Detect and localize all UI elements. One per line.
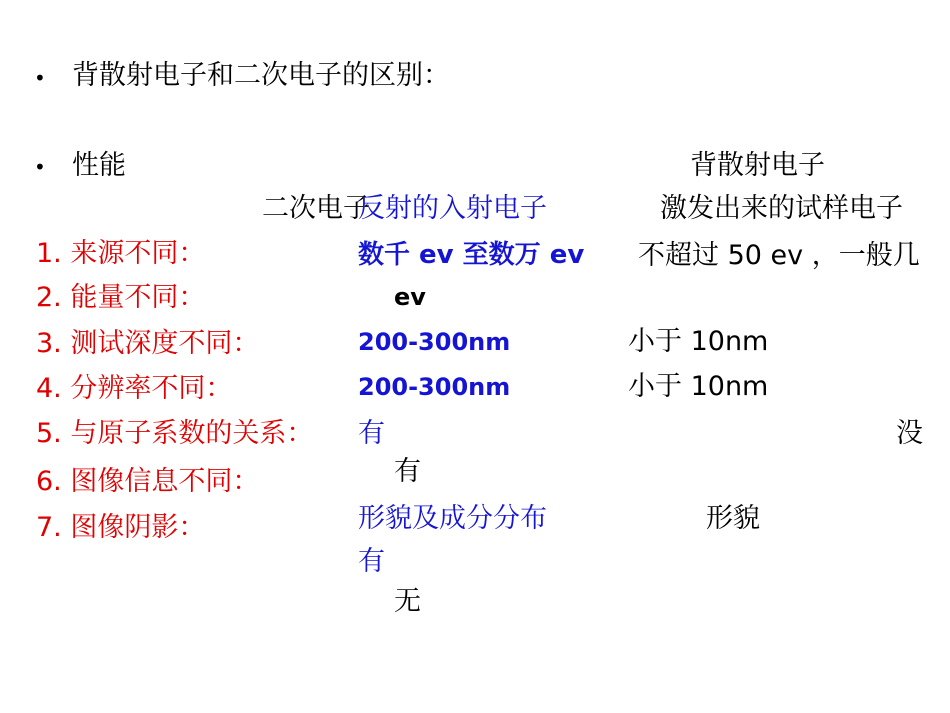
secondary-shadow: 无: [394, 586, 421, 617]
property-label: 性能: [72, 150, 126, 181]
backscatter-atomic: 有: [358, 418, 385, 449]
row-label-source: 1. 来源不同：: [36, 238, 206, 269]
backscatter-depth: 200-300nm: [358, 328, 511, 356]
page-heading: 背散射电子和二次电子的区别：: [72, 60, 450, 91]
column-header-backscatter: 背散射电子: [690, 150, 825, 181]
row-label-atomic: 5. 与原子系数的关系：: [36, 418, 314, 449]
bullet-2: •: [34, 155, 46, 179]
secondary-energy: 不超过 50 ev ，一般几: [638, 240, 920, 271]
backscatter-resolution: 200-300nm: [358, 373, 511, 401]
row-label-depth: 3. 测试深度不同：: [36, 328, 260, 359]
row-label-energy: 2. 能量不同：: [36, 282, 206, 313]
backscatter-shadow: 有: [358, 546, 385, 577]
column-header-secondary: 二次电子: [262, 193, 370, 224]
secondary-depth: 小于 10nm: [628, 326, 769, 357]
secondary-source: 激发出来的试样电子: [660, 193, 903, 224]
row-label-shadow: 7. 图像阴影：: [36, 512, 206, 543]
secondary-atomic-2: 有: [394, 456, 421, 487]
row-label-info: 6. 图像信息不同：: [36, 466, 260, 497]
backscatter-info: 形貌及成分分布: [358, 503, 547, 534]
backscatter-source: 反射的入射电子: [358, 193, 547, 224]
row-label-resolution: 4. 分辨率不同：: [36, 373, 233, 404]
backscatter-energy: 数千 ev 至数万 ev: [358, 240, 585, 270]
secondary-resolution: 小于 10nm: [628, 371, 769, 402]
secondary-info: 形貌: [706, 503, 760, 534]
bullet-1: •: [34, 66, 46, 90]
secondary-energy-unit: ev: [394, 283, 426, 311]
secondary-atomic-1: 没: [896, 418, 923, 449]
